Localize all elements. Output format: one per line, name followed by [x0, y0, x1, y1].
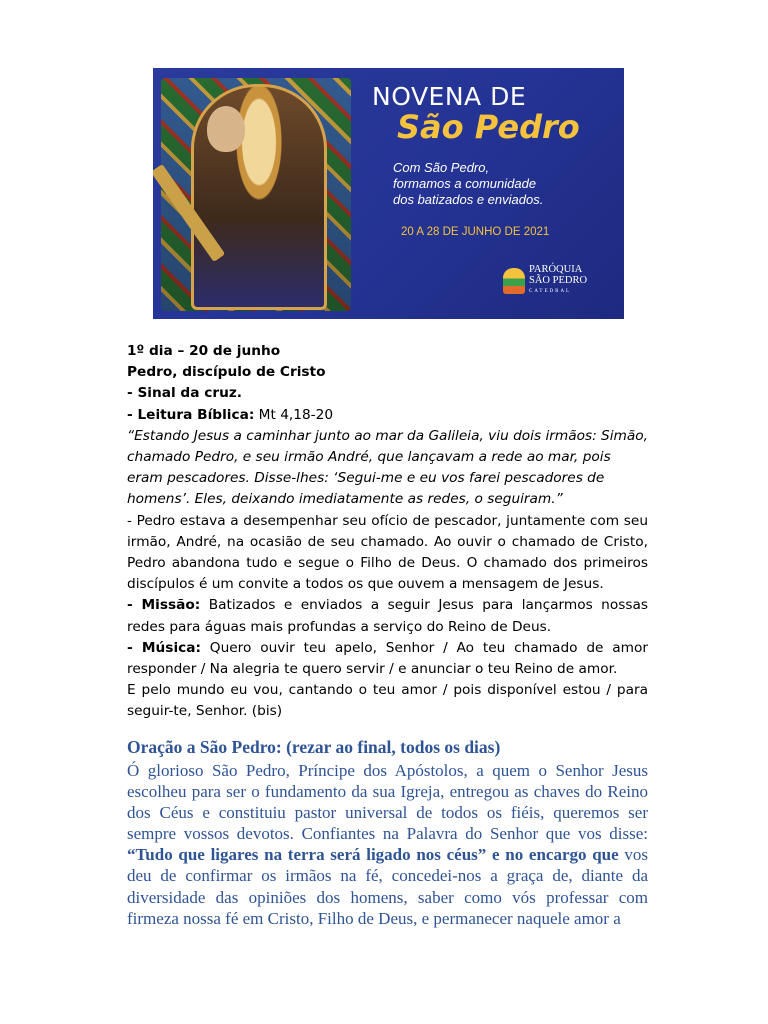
prayer-title: Oração a São Pedro: (rezar ao final, todos os dias) [127, 737, 501, 757]
banner-subtitle-line: dos batizados e enviados. [393, 192, 544, 207]
logo-line: PARÓQUIA [529, 264, 583, 275]
music-text: Quero ouvir teu apelo, Senhor / Ao teu chamado de amor responder / Na alegria te quero servir / e anunciar o teu Reino de amor. [127, 639, 649, 678]
mission-line [127, 595, 648, 637]
reflection-text: - Pedro estava a desempenhar seu ofício de pescador, juntamente com seu irmão, André, na ocasião de seu chamado. Ao ouvir o chamado de Cristo, Pedro abandona tudo e segue o Filho de Deus. O chamado dos primeiros discípulos é um convite a todos os que ouvem a mensagem de Jesus. [127, 512, 648, 593]
day-theme: Pedro, discípulo de Cristo [127, 364, 326, 381]
reading-ref: Mt 4,18-20 [254, 406, 334, 423]
logo-line-small: CATEDRAL [529, 289, 572, 294]
banner-title-novena: NOVENA DE [372, 82, 527, 111]
novena-banner [153, 68, 624, 319]
reading-label: - Leitura Bíblica: [127, 406, 255, 423]
logo-line: SÃO PEDRO [529, 275, 588, 286]
day-content [127, 341, 648, 723]
banner-subtitle-line: formamos a comunidade [393, 176, 537, 191]
music-label: - Música: [127, 639, 201, 656]
reading-text: “Estando Jesus a caminhar junto ao mar da Galileia, viu dois irmãos: Simão, chamado Pedro, e seu irmão André, que lançavam a rede ao mar, pois eram pescadores. Disse-lhes: ‘Segui-me e eu vos farei pescadores de homens’. Eles, deixando imediatamente as redes, o seguiram.” [127, 427, 648, 508]
music-line [127, 638, 648, 680]
saint-face [207, 106, 245, 152]
music-text-continued: E pelo mundo eu vou, cantando o teu amor / pois disponível estou / para seguir-te, Senhor. (bis) [127, 682, 648, 720]
mission-label: - Missão: [127, 597, 201, 614]
banner-subtitle-line: Com São Pedro, [393, 160, 490, 175]
prayer-body-quote: “Tudo que ligares na terra será ligado nos céus” e no encargo que [127, 845, 619, 865]
banner-title-sao-pedro: São Pedro [397, 108, 580, 146]
prayer-body [127, 760, 648, 929]
parish-logo [503, 264, 587, 297]
reading-line [127, 405, 648, 426]
day-heading: 1º dia – 20 de junho [127, 343, 281, 359]
sign-of-cross: - Sinal da cruz. [127, 385, 243, 402]
prayer-body-part1: Ó glorioso São Pedro, Príncipe dos Apóstolos, a quem o Senhor Jesus escolheu para ser o fundamento da sua Igreja, entregou as chaves do Reino dos Céus e constituiu pastor universal de todos os fiéis, queremos ser sempre vossos devotos. Confiantes na Palavra do Senhor que vos disse: [127, 761, 648, 844]
prayer-body-part2: vos deu de confirmar os irmãos na fé, concedei-nos a graça de, diante da diversidade das opiniões dos homens, saber como vós professar com firmeza nossa fé em Cristo, Filho de Deus, e permanecer naquele amor a [127, 845, 648, 928]
banner-date: 20 A 28 DE JUNHO DE 2021 [401, 226, 550, 238]
parish-logo-text [529, 264, 587, 297]
mission-text: Batizados e enviados a seguir Jesus para lançarmos nossas redes para águas mais profundas a serviço do Reino de Deus. [127, 597, 648, 635]
banner-subtitle [393, 160, 613, 208]
parish-logo-icon [503, 268, 525, 294]
prayer-section [127, 737, 648, 929]
stained-glass-saint-peter-image [161, 78, 351, 311]
